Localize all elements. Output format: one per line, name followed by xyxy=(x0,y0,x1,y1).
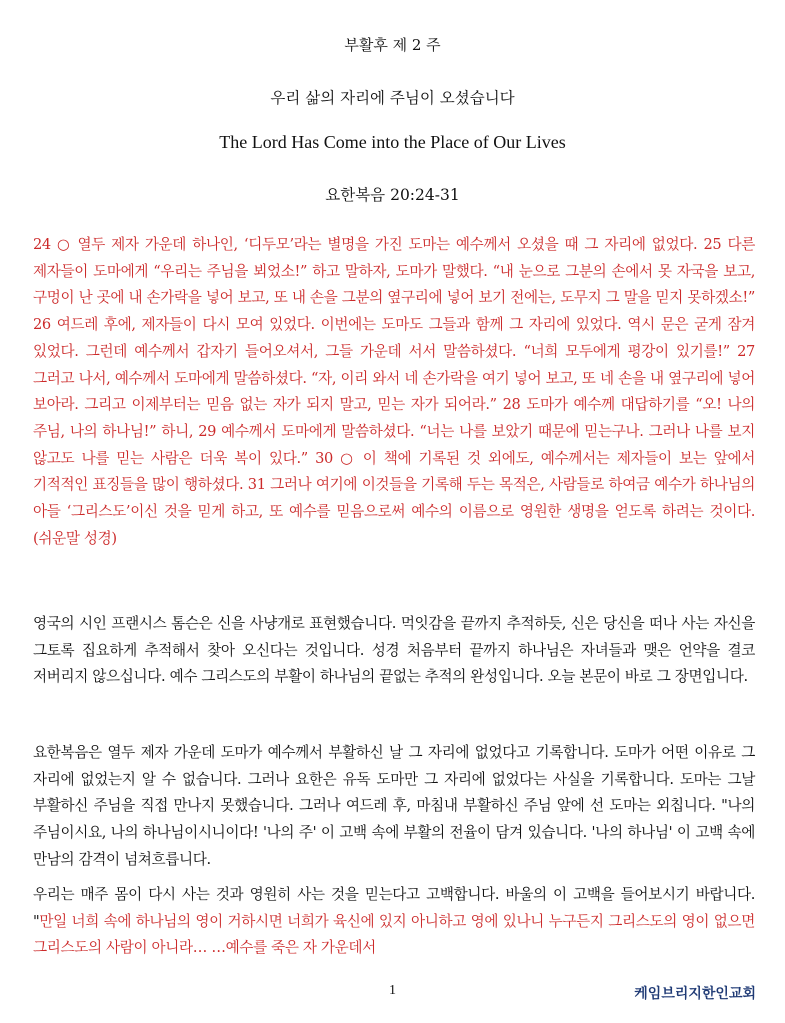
page-number: 1 xyxy=(389,983,396,998)
sermon-title-korean: 우리 삶의 자리에 주님이 오셨습니다 xyxy=(270,89,515,107)
sermon-title-english: The Lord Has Come into the Place of Our Lives xyxy=(219,132,566,152)
week-label: 부활후 제 2 주 xyxy=(344,36,441,54)
paragraph-3-text: 우리는 매주 몸이 다시 사는 것과 영원히 사는 것을 믿는다고 고백합니다. 바울의 이 고백을 들어보시기 바랍니다. " xyxy=(33,886,755,930)
body-paragraph-1: 영국의 시인 프랜시스 톰슨은 신을 사냥개로 표현했습니다. 먹잇감을 끝까지 추적하듯, 신은 당신을 떠나 사는 자신을 그토록 집요하게 추적해서 찾아 오신다는 것입니다. 성경 처음부터 끝까지 하나님은 자녀들과 맺은 언약을 결코 저버리지 않으십니다. 예수 그리스도의 부활이 하나님의 끝없는 추적의 완성입니다. 오늘 본문이 바로 그 장면입니다. xyxy=(33,615,755,686)
body-paragraph-3 xyxy=(33,882,755,962)
paragraph-3-quote: 만일 너희 속에 하나님의 영이 거하시면 너희가 육신에 있지 아니하고 영에 있나니 누구든지 그리스도의 영이 없으면 그리스도의 사람이 아니라… …예수를 죽은 자 가운데서 xyxy=(33,912,755,957)
scripture-passage: 24 ○ 열두 제자 가운데 하나인, ‘디두모’라는 별명을 가진 도마는 예수께서 오셨을 때 그 자리에 없었다. 25 다른 제자들이 도마에게 “우리는 주님을 뵈었소!” 하고 말하자, 도마가 말했다. “내 눈으로 그분의 손에서 못 자국을 보고, 구멍이 난 곳에 내 손가락을 넣어 보고, 또 내 손을 그분의 옆구리에 넣어 보기 전에는, 도무지 그 말을 믿지 못하겠소!” 26 여드레 후에, 제자들이 다시 모여 있었다. 이번에는 도마도 그들과 함께 그 자리에 있었다. 역시 문은 굳게 잠겨 있었다. 그런데 예수께서 갑자기 들어오셔서, 그들 가운데 서서 말씀하셨다. “너희 모두에게 평강이 있기를!” 27 그러고 나서, 예수께서 도마에게 말씀하셨다. “자, 이리 와서 네 손가락을 여기 넣어 보고, 또 네 손을 내 옆구리에 넣어 보아라. 그리고 이제부터는 믿음 없는 자가 되지 말고, 믿는 자가 되어라.” 28 도마가 예수께 대답하기를 “오! 나의 주님, 나의 하나님!” 하니, 29 예수께서 도마에게 말씀하셨다. “너는 나를 보았기 때문에 믿는구나. 그러나 나를 보지 않고도 나를 믿는 사람은 더욱 복이 있다.” 30 ○ 이 책에 기록된 것 외에도, 예수께서는 제자들이 보는 앞에서 기적적인 표징들을 많이 행하셨다. 31 그러나 여기에 이것들을 기록해 두는 목적은, 사람들로 하여금 예수가 하나님의 아들 ‘그리스도’이신 것을 믿게 하고, 또 예수를 믿음으로써 예수의 이름으로 영원한 생명을 얻도록 하려는 것이다.(쉬운말 성경) xyxy=(33,236,755,547)
body-paragraph-2: 요한복음은 열두 제자 가운데 도마가 예수께서 부활하신 날 그 자리에 없었다고 기록합니다. 도마가 어떤 이유로 그 자리에 없었는지 알 수 없습니다. 그러나 요한은 유독 도마만 그 자리에 없었다는 사실을 기록합니다. 도마는 그날 부활하신 주님을 직접 만나지 못했습니다. 그러나 여드레 후, 마침내 부활하신 주님 앞에 선 도마는 외칩니다. "나의 주님이시요, 나의 하나님이시니이다! '나의 주' 이 고백 속에 부활의 전율이 담겨 있습니다. '나의 하나님' 이 고백 속에 만남의 감격이 넘쳐흐릅니다. xyxy=(33,744,755,868)
scripture-reference: 요한복음 20:24-31 xyxy=(325,186,460,204)
church-name: 케임브리지한인교회 xyxy=(634,986,756,1002)
